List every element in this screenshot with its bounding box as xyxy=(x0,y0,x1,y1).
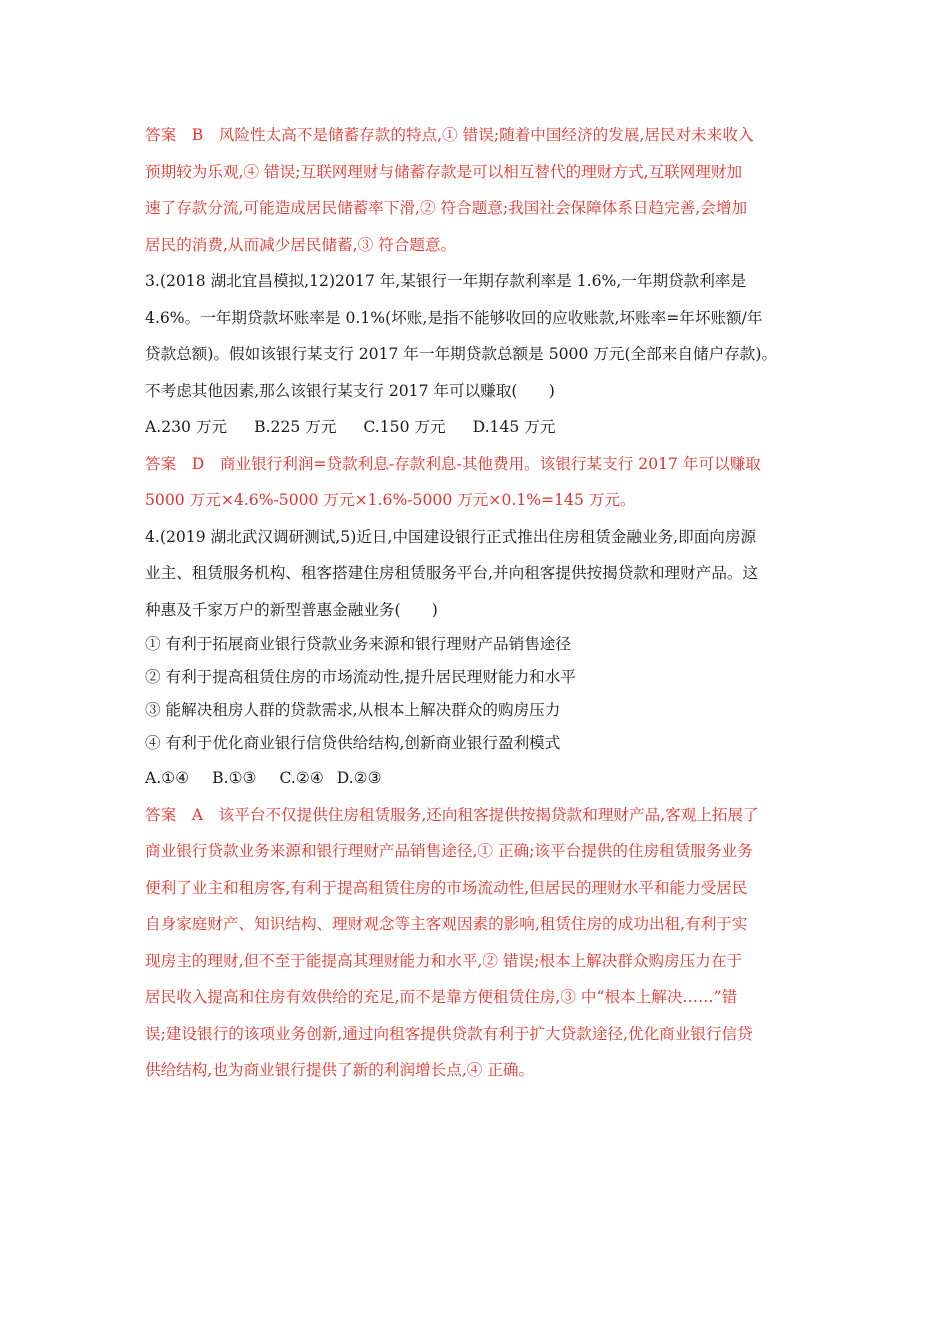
question-options xyxy=(145,760,810,797)
option-a: A.230 万元 xyxy=(145,418,228,436)
document-page xyxy=(145,117,810,1089)
answer-line: 供给结构,也为商业银行提供了新的利润增长点,④ 正确。 xyxy=(145,1061,535,1079)
option-c: C.②④ xyxy=(279,769,324,787)
question-stem-line: 3.(2018 湖北宜昌模拟,12)2017 年,某银行一年期存款利率是 1.6%,一年期贷款利率是 xyxy=(145,272,747,290)
statement-1: ① 有利于拓展商业银行贷款业务来源和银行理财产品销售途径 xyxy=(145,635,571,653)
option-d: D.②③ xyxy=(336,769,382,787)
question-stem-line: 4.6%。一年期贷款坏账率是 0.1%(坏账,是指不能够收回的应收账款,坏账率=年坏账额/年 xyxy=(145,308,763,327)
answer-line: 答案 A 该平台不仅提供住房租赁服务,还向租客提供按揭贷款和理财产品,客观上拓展了 xyxy=(145,805,759,824)
answer-line: 居民的消费,从而减少居民储蓄,③ 符合题意。 xyxy=(145,235,457,254)
answer-line: 预期较为乐观,④ 错误;互联网理财与储蓄存款是可以相互替代的理财方式,互联网理财加 xyxy=(145,162,743,181)
answer-line: 答案 D 商业银行利润=贷款利息-存款利息-其他费用。该银行某支行 2017 年可以赚取 xyxy=(145,454,761,473)
question-3 xyxy=(145,263,810,519)
question-stem-line: 不考虑其他因素,那么该银行某支行 2017 年可以赚取( ) xyxy=(145,381,555,400)
option-b: B.225 万元 xyxy=(254,418,337,436)
answer-line: 自身家庭财产、知识结构、理财观念等主客观因素的影响,租赁住房的成功出租,有利于实 xyxy=(145,915,748,933)
answer-line: 速了存款分流,可能造成居民储蓄率下滑,② 符合题意;我国社会保障体系日趋完善,会增加 xyxy=(145,199,748,217)
answer-line: 商业银行贷款业务来源和银行理财产品销售途径,① 正确;该平台提供的住房租赁服务业务 xyxy=(145,842,753,860)
question-stem-line: 种惠及千家万户的新型普惠金融业务( ) xyxy=(145,600,438,619)
question-options xyxy=(145,409,810,446)
statement-4: ④ 有利于优化商业银行信贷供给结构,创新商业银行盈利模式 xyxy=(145,734,561,752)
answer-line: 居民收入提高和住房有效供给的充足,而不是靠方便租赁住房,③ 中“根本上解决……”错 xyxy=(145,988,738,1006)
question-stem-line: 业主、租赁服务机构、租客搭建住房租赁服务平台,并向租客提供按揭贷款和理财产品。这 xyxy=(145,564,759,582)
option-c: C.150 万元 xyxy=(363,418,446,436)
option-b: B.①③ xyxy=(212,769,257,787)
answer-block-q2 xyxy=(145,117,810,263)
answer-line: 5000 万元×4.6%-5000 万元×1.6%-5000 万元×0.1%=145 万元。 xyxy=(145,491,636,509)
question-stem-line: 4.(2019 湖北武汉调研测试,5)近日,中国建设银行正式推出住房租赁金融业务,即面向房源 xyxy=(145,527,757,546)
answer-line: 便利了业主和租房客,有利于提高租赁住房的市场流动性,但居民的理财水平和能力受居民 xyxy=(145,878,748,897)
answer-line: 现房主的理财,但不至于能提高其理财能力和水平,② 错误;根本上解决群众购房压力在于 xyxy=(145,951,743,970)
answer-line: 误;建设银行的该项业务创新,通过向租客提供贷款有利于扩大贷款途径,优化商业银行信贷 xyxy=(145,1024,753,1043)
statement-3: ③ 能解决租房人群的贷款需求,从根本上解决群众的购房压力 xyxy=(145,701,561,719)
option-d: D.145 万元 xyxy=(472,418,556,436)
question-4 xyxy=(145,519,810,1089)
question-stem-line: 贷款总额)。假如该银行某支行 2017 年一年期贷款总额是 5000 万元(全部来自储户存款)。 xyxy=(145,345,778,363)
statement-2: ② 有利于提高租赁住房的市场流动性,提升居民理财能力和水平 xyxy=(145,668,576,686)
answer-line: 答案 B 风险性太高不是储蓄存款的特点,① 错误;随着中国经济的发展,居民对未来收入 xyxy=(145,126,754,144)
option-a: A.①④ xyxy=(145,769,190,787)
